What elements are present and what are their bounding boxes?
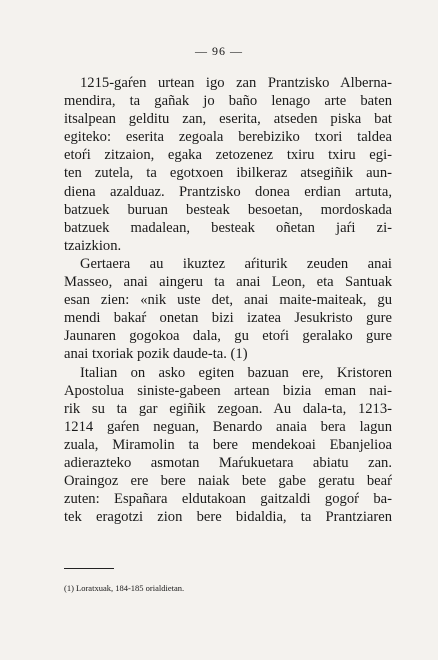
footnote-divider: [64, 568, 114, 569]
text-line: ten zutela, ta egotxoen ibilkeraz atsegiñik aun-: [64, 165, 392, 182]
text-line: zuten: Españara eldutakoan gaitzaldi gogoŕ ba-: [64, 491, 392, 508]
text-line: 1214 gaŕen neguan, Benardo anaia bera lagun: [64, 418, 392, 435]
text-line: 1215-gaŕen urtean igo zan Prantzisko Alberna-: [80, 75, 392, 91]
text-line: Apostolua siniste-gabeen artean bizia eman nai-: [64, 382, 392, 399]
text-line: itsalpean gelditu zan, eserita, atseden piska bat: [64, 111, 392, 128]
text-line: diena azalduaz. Prantzisko donea erdian artuta,: [64, 183, 392, 200]
text-line: Jaunaren gogokoa dala, gu etoŕi geralako gure: [64, 328, 392, 345]
text-line: egiteko: eserita zegoala berebiziko txori taldea: [64, 129, 392, 146]
text-line: adierazteko asmotan Maŕukuetara abiatu zan.: [64, 454, 392, 471]
text-line: Masseo, anai aingeru ta anai Leon, eta Santuak: [64, 274, 392, 291]
text-line: mendira, ta gañak jo baño lenago arte baten: [64, 93, 392, 110]
text-line: mendi bakaŕ onetan bizi izatea Jesukristo gure: [64, 310, 392, 327]
text-line: Oraingoz ere bere naiak bete gabe geratu beaŕ: [64, 473, 392, 490]
body-text: [64, 74, 392, 526]
page-number: — 96 —: [195, 44, 243, 58]
footnote: (1) Loratxuak, 184-185 orialdietan.: [64, 583, 185, 593]
text-line: rik su ta gar egiñik zegoan. Au dala-ta, 1213-: [64, 400, 392, 417]
text-line: Italian on asko egiten bazuan ere, Kristoren: [80, 364, 392, 381]
text-line: etoŕi zitzaion, egaka zetozenez txiru txiru egi-: [64, 147, 392, 164]
text-line: tzaizkion.: [64, 237, 122, 254]
text-line: zuala, Miramolin ta bere mendekoai Ebanjelioa: [64, 436, 392, 453]
text-line: esan zien: «nik uste det, anai maite-maiteak, gu: [64, 292, 392, 309]
text-line: batzuek buruan besteak besoetan, mordoskada: [64, 201, 392, 218]
text-line: Gertaera au ikuztez aŕiturik zeuden anai: [80, 255, 392, 272]
text-line: anai txoriak pozik daude-ta. (1): [64, 346, 248, 363]
text-line: batzuek madalean, besteak oñetan jaŕi zi-: [64, 219, 392, 236]
text-line: tek eragotzi zion bere bidaldia, ta Prantziaren: [64, 509, 392, 526]
